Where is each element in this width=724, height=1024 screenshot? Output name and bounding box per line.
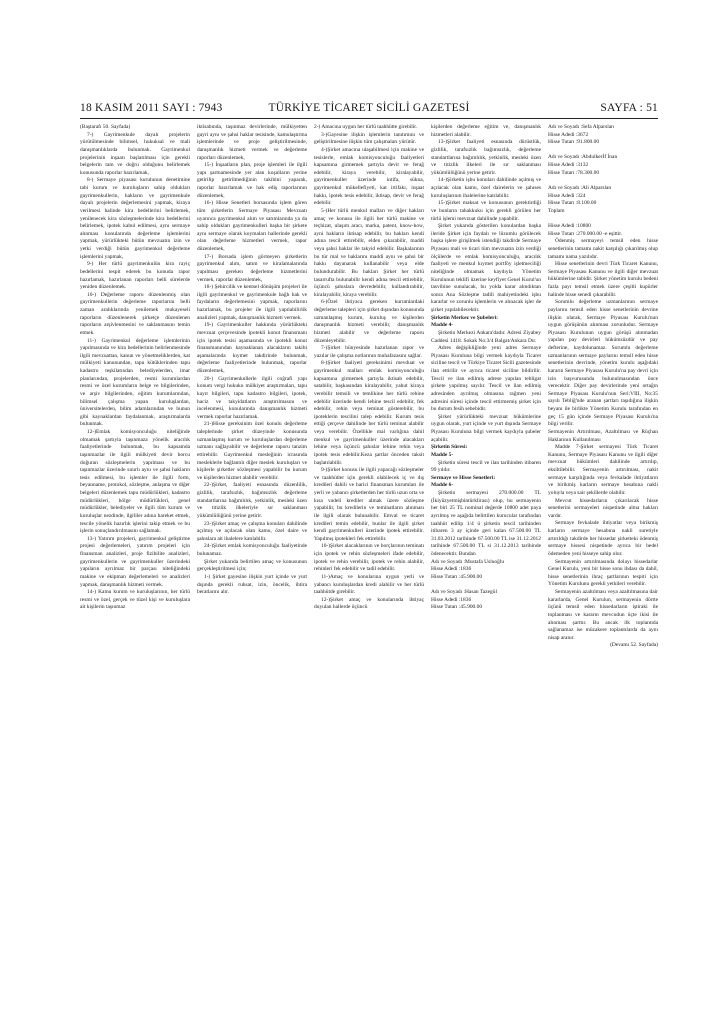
paragraph: 3-)Gayesine ilişkin işlemlerin tanıtımını ve geliştirilmesine ilişkin tüm çalışmaları yürütür. — [314, 131, 424, 146]
paragraph: 11-)Amaç ve konularına uygun yerli ve yabancı kuruluşlardan kredi alabilir ve her türlü taahhütde girebilir. — [314, 573, 424, 596]
page-number: SAYFA : 51 — [600, 102, 658, 114]
paragraph: 14-) Kamu kurum ve kuruluşlarının, her türlü resmi ve özel, gerçek ve tüzel kişi ve kuruluşlara ait kişilerin taşınmaz — [80, 589, 190, 611]
spacer — [431, 582, 541, 590]
paragraph: 9-)Şirket konusu ile ilgili yapacağı sözleşmeler ve taahhütler için gerekli olabilecek iç ve dış kredileri dahili ve harici finansman kurumları ile yerli ve yabancı şirketlerden her türlü uzun orta ve kısa vadeli krediler almak üzere sözleşme yapabilir, bu kredilerin ve teminatların alınması ile ilgili olarak bulunabilir. Emval ve ticaret kredileri temin edebilir, bunlar ile ilgili şirket kendi gayrimenkulleri üzerinde ipotek ettirebilir. Yapılmış ipotekleri fek ettirebilir. — [314, 467, 424, 542]
paragraph: 8-)Şirket faaliyeti gereksinimi mevduat ve gayrimenkul malları emlak komisyonculuğu kapsamına girmemek şartıyla iktisab edebilir, satabilir, başkasından kiralayabilir, yahut kiraya verebilir temsili ve temlikine her türlü rehine edebilir üzerinde kendi lehine tescil edebilir, fek edebilir, rehin veya teminat gösterebilir, bu ipoteklerin tescilini talep edebilir. Kurum tesis ettiği çerçeve dahilinde her türlü teminat alabilir veya verebilir. Özellikle mal varlığına dahil menkul ve gayrimenkuller üzerinde alacakları lehine veya üçüncü şahıslar lehine rehin veya ipotek tesis edebilir.Keza şartlar önceden taksit başlatılabilir. — [314, 360, 424, 466]
paragraph: (Baştarafı 50. Sayfada) — [80, 124, 131, 130]
paragraph: 14-)Şirketin işbu konuları dahilinde açılmış ve açılacak olan kamu, özel dairelerin ve şahıses kuruluşlarının ihalelerine katılabilir. — [431, 177, 541, 199]
spacer — [548, 177, 658, 185]
paragraph: Adı ve Soyadı :Sefa Alparslan — [548, 124, 614, 130]
spacer — [548, 215, 658, 223]
paragraph: Hisse Tutarı :45.900.00 — [431, 604, 483, 611]
paragraph: Sermaye fevkalade ihtiyatlar veya birikmiş karların sermaye hesabına nakli suretiyle artırıldığı takdirde her hissedar şirketteki ödenmiş sermaye hissesi nispetinde ayrıca bir bedel ödemeden yeni hisseye sahip olur. — [548, 520, 658, 557]
paragraph: kişilerden değerleme eğitim ve, danışmanlık hizmetleri alabilir. — [431, 124, 541, 138]
paragraph: Ödenmiş sermayeyi temsil eden hisse senetlerinin tamamı nakit karşılığı çıkarılmış olup tamamı nama yazılıdır. — [548, 238, 658, 260]
section-heading: Madde 5- — [431, 451, 454, 458]
paragraph: Mevcut hissedarların çıkarılacak hisse senetlerini sermayeleri nispetinde alma hakları vardır. — [548, 497, 658, 519]
text-column-4 — [431, 124, 541, 1004]
paragraph: Şirket yukarıda gösterilen konulardan başka ileride Şirket için faydalı ve lüzumlu görülecek başka işlere girişilmek istendiği takdirde Sermaye Piyasası mali ve ticari tüm mevzuatın izin verdiği ölçülerde ve emlak komisyonculuğu, aracılık faaliyeti ve menkul kıymet portföy işletmeciliği niteliğinde olmamak kaydıyla Yönetim Kurulunun teklifi üzerine keyfiyet Genel Kurul'un tasvibine sunulacak, bu yolda karar alındıktan sonra Ana Sözleşme tadili mahiyetindeki işbu kararlar ve zorunlu işlemlerin ve alınacak işler de şirket yapılabilecektir. — [431, 223, 541, 313]
paragraph: 5-)Her türlü menkul malları ve diğer hakları amaç ve konusu ile ilgili her türlü makine ve teçhizat, ulaşım aracı, marka, patent, know-how, ayni hakların iktisap edebilir, bu hakları kendi adına tescil ettirebilir, elden çıkarabilir, maddi veya şahsi haklar ile takyid edebilir. Başkalarının bu tür mal ve haklarını maddi aynı ve şahsi bir hakkı dayanarak kullanabilir veya elde bulundurabilir. Bu hakları Şirket her türlü tasarrufta bulunabilir kendi adına tescil ettirebilir, üçüncü şahıslara devredebilir, kullandırabilir, kiralayabilir, kiraya verebilir. — [314, 207, 424, 298]
paragraph: Adı ve Soyadı :Mustafa Usluoğlu — [431, 558, 505, 565]
paragraph: 11-) Gayrimenkul değerleme işlemlerinin yapılmasında ve kira bedellerinin belirlenmesinde ilgili mevzuattan, kanun ve yönetmeliklerden, kat mülkiyeti kanunundan, tapu kütüklerinden tapu kadastro teşkilatından belediyelerden, imar planlarından, projelerden, resmi kurumlardan resmi ve özel kurumların belge ve bilgilerinden, ve arşiv bilgilerinden, eğitim kurumlarından, bilimsel çalışma yapan kuruluşlardan, üniversitelerden, bilim adamlarından ve bunun gibi kaynaklardan faydalanmak, araştırmalarda bulunmak. — [80, 337, 190, 428]
paragraph: Adı ve Soyadı :Hasan Tazegül — [431, 589, 497, 596]
issue-date-number: 18 KASIM 2011 SAYI : 7943 — [80, 102, 223, 114]
section-heading: Madde 6- — [431, 482, 454, 489]
paragraph: Sermayenin Artırılması, Azaltılması ve Rüçhan Haklarının Kullanılması — [548, 428, 658, 443]
paragraph: iktisabında, taşınmaz devirlerinde, mülkiyetten gayri aynı ve şahsi haklar tesisinde, kamulaştırma işlemlerinde ve proje geliştirilmesinde, danışmanlık hizmeti vermek ve değerleme raporları düzenlemek, — [197, 124, 307, 161]
paragraph: 10-) Değerleme raporu düzenlenmiş olan gayrimenkullerin değerleme raporlarını belli zaman aralıklarında yenilemek mukayeseli raporların düzenlenerek şirketçe düzenlenen raporların arşivlenmesini ve saklanmasını temin etmek. — [80, 291, 190, 336]
paragraph: (Devamı 52. Sayfada) — [610, 642, 658, 649]
gazette-title: TÜRKİYE TİCARET SİCİLİ GAZETESİ — [268, 102, 470, 114]
paragraph: 7-) Gayrimenkule dayalı projelerin yürütülmesinde bilimsel, hukuksal ve mali danışmanlıklarda bulunmak. Gayrimenkul projelerinin inşaatı başlatılması için gerekli belgelerin tam ve doğru olduğunu belirlemek konusunda raporlar hazırlamak, — [80, 131, 190, 176]
header-rule — [80, 118, 658, 119]
paragraph: 12-)Emlak komisyonculuğu niteliğinde olmamak şartıyla taşınmaza yönelik aracılık faaliyetlerinde bulunmak, bu kapsamda taşınmazlar ile ilgili mülkiyeti devir borcu doğuran sözleşmelerin yapılması ve bu taşınmazlar üzerinde sınırlı aynı ve şahsi hakların tesis edilmesi, bu işlemler ile ilgili form, beyanname, protokol, sözleşme, anlaşma ve diğer belgeleri düzenlemek tapu müdürlükleri, kadastro müdürlükleri, bölge müdürlükleri, genel müdürlükler, belediyeler ve ilgili tüm kurum ve kuruluşlar nezdinde, ilgililer adına hareket etmek, tescile yönelik hazırlık işlerini takip etmek ve bu işlerin sonuçlandırılmasını sağlamak. — [80, 429, 190, 535]
paragraph: Şirketin süresi tescil ve ilan tarihinden itibaren 99 yıldır. — [431, 459, 541, 474]
paragraph: 24-)Şirket emlak komisyonculuğu faaliyetinde bulunamaz. — [197, 543, 307, 557]
paragraph: 7-)Şirket bünyesinde hazırlanan rapor ve yazılar ile çalışma notlarının muhafazasını sağlar. — [314, 345, 424, 359]
paragraph: Hisse Tutarı :78.300.00 — [548, 169, 600, 176]
paragraph: 9-) Her türlü gayrimenkulün kira rayiç bedellerini tespit ederek bu konuda rapor hazırlamak, hazırlanan raporları belli sürelerde yeniden düzenlemek. — [80, 261, 190, 291]
text-column-3 — [314, 124, 424, 1004]
paragraph: Adres değişikliğinde yeni adres Sermaye Piyasası Kuruluna bilgi vermek kaydıyla Ticaret siciline tescil ve Türkiye Ticaret Sicili gazetesinde ilan ettirilir ve ayrıca ticaret siciline bildirilir. Tescil ve ilan edilmiş adrese yapılan tebligat şirkete yapılmış sayılır. Tescil ve ilan edilmiş adresinden ayrılmış olmasına rağmen yeni adresini süresi içinde tescil ettirmemiş şirket için bu durum fesih sebebidir. — [431, 345, 541, 413]
paragraph: 18-) Şehircilik ve kentsel dönüşüm projeleri ile ilgili gayrimenkul ve gayrimenkule bağlı hak ve faydaların değerlemesini yapmak, raporlarını hazırlamak, bu projeler ile ilgili yapılabilirlik analizleri yapmak, danışmanlık hizmeti vermek. — [197, 284, 307, 321]
paragraph: Hisse Adedi :10800 — [548, 223, 591, 230]
paragraph: 15-)Şirket maksat ve konusunun gerektirdiği ve bunların tahakkuku için gerekli görülen her türlü işlemi mevzuat dahilinde yapabilir. — [431, 200, 541, 222]
paragraph: 19-) Gayrimenkuller hakkında yürürlükteki mevzuat çerçevesinde ipotekli konut finansmanı için ipotek tesisi aşamasında ve ipotekli konut finansmanından kaynaklanan alacakların takibi aşamalarında kıymet takdirinde bulunmak, değerleme faaliyetlerinde bulunmak, raporlar düzenlemek, — [197, 322, 307, 374]
section-heading: Sermaye ve Hisse Senetleri: — [431, 474, 496, 481]
section-heading: Şirketin Süresi: — [431, 444, 468, 451]
paragraph: 20-) Gayrimenkullerle ilgili coğrafi yapı konum vergi hukuku mülkiyet araştırmaları, tapu kayıt bilgileri, tapu kadastro bilgileri, ipotek, haciz ve takyidatların araştırılmasını ve incelenmesi, konularında danışmanlık hizmeti vermek raporlar hazırlamak. — [197, 375, 307, 420]
paragraph: Hisse Adedi :1836 — [431, 596, 472, 603]
paragraph: Sermayenin azaltılması veya azaltılmasına dair kararlarda, Genel Kurulun, sermayenin dörtte üçünü temsil eden hissedarların iştiraki ile toplanması ve kararın mevcudun üçte ikisi ile alınması şarttır. Bu ancak ilk toplantıda sağlanamaz ise müzakere toplantılarda da aynı nisap aranır. — [548, 589, 658, 641]
paragraph: Hisse Adedi :3132 — [548, 162, 589, 169]
paragraph: Hisse Adedi :324 — [548, 192, 586, 199]
paragraph: 4-)Şirket amacına ulaşabilmesi için makine ve tesislerle, emlak komisyonculuğu faaliyetleri kapsamına girmemek şartıyla devir ve ferağ edebilir, kiraya verebilir, kiralayabilir, gayrimenkuller üzerinde intifa, sükna, gayrimenkul mükellefiyeti, kat irtifakı, inşaat hakkı, ipotek tesis edebilir, iktisap, devir ve ferağ edebilir. — [314, 146, 424, 207]
text-column-5 — [548, 124, 658, 1004]
paragraph: 16-) Hisse Senetleri borsasında işlem gören tüm şirketlerin Sermaye Piyasası Mevzuatı uyarınca gayrimenkul alım ve satımlarında ya da sahip oldukları gayrimenkulleri başka bir şirkete aynı sermaye olarak koymaları hallerinde gerekli olan değerleme hizmetleri vermek, rapor düzenlemek, — [197, 200, 307, 252]
paragraph: 22-)Şirket, faaliyeti esnasında düzenlilik, gizlilik, tarafsızlık, bağımsızlık değerleme standartlarına bağımlılık, yetkinlik, mesleki özen ve titizlik ilkeleriyle sır saklanması yükümlülüğünü yerine getirir. — [197, 482, 307, 519]
paragraph: Toplam — [548, 207, 565, 214]
paragraph: Sermayenin artırılmasında dolayı hissedarlar Genel Kurulu, yeni bir hisse sonu ihdası da dahil, hisse senetlerinin ihraç şartlarının tespiti için Yönetim Kurulunu gerekli yetkileri verebilir. — [548, 558, 658, 588]
paragraph: 13-)Şirket faaliyeti esnasında dürüstlük, gizlilik, tarafsızlık bağımsızlık, değerleme standartlarına bağımlılık, yetkinlik, mesleki özen ve titizlik ilkeleri ile sır saklanması yükümlülüğünü yerine getirir. — [431, 139, 541, 176]
paragraph: Hisse Tutarı :45.900.00 — [431, 573, 483, 580]
page-header — [80, 102, 658, 118]
paragraph: Madde 7-Şirket sermayesi Türk Ticaret Kanunu, Sermaye Piyasası Kanunu ve ilgili diğer mevzuat hükümleri dahilinde artırılıp, eksiltilebilir. Sermayenin artırılması, nakit sermaye karşılığında veya fevkalade ihtiyatların ve birikmiş karların sermaye hesabına nakli yoluyla veya sair şekillerde olabilir. — [548, 444, 658, 496]
paragraph: Hisse Tutarı :270.000.00 -e eşittir. — [548, 230, 623, 237]
paragraph: Şirket yukarıda belirtilen amaç ve konusunun gerçekleştirilmesi için; — [197, 558, 307, 573]
paragraph: Hisse Tutarı :91.800.00 — [548, 139, 600, 146]
paragraph: Şirketin sermayesi 270.000.00 TL (İkiyüzyetmişbintürklirası) olup, bu sermayenin her biri 25 TL nominal değerde 10800 adet paya ayrılmış ve aşağıda belirtilen kurucular tarafından taahhüt edilip 1/4 ü şirketin tescil tarihinden itibaren 3 ay içinde geri kalan 67.500.00 TL 31.03.2012 tarihinde 67.500.00 TL ise 31.12.2012 tarihinde 67.500.00 TL si 31.12.2013 tarihinde ödenecektir. Bundan — [431, 490, 541, 557]
paragraph: Hisse Tutarı :8.100.00 — [548, 200, 597, 207]
paragraph: 2-) Amacına uygun her türlü taahhütte girebilir. — [314, 124, 418, 130]
paragraph: Sorumlu değerleme uzmanlarının sermaye paylarını temsil eden hisse senetlerinin devrine ilişkin olarak, Sermaye Piyasası Kurulu'nun uygun görüşünün alınması zorunludur. Sermaye Piyasası Kurulunun uygun görüşü alınmadan yapılan pay devirleri hükümsüzdür ve pay defterine, kaydolunamaz. Sorumlu değerleme uzmanlarının sermaye paylarını temsil eden hisse senetlerinin devrinde, yönetim kurulu aşağıdaki kararın Sermaye Piyasası Kurulu'na pay devri için izin başvurusunda bulunulmasından önce verecektir. Diğer pay devirlerinde yeni ortağın Sermaye Piyasası Kurulu'nun Seri:VIII, No:35 sayılı Tebliğ'nde aranan şartları taşıdığına ilişkin beyanı ile birlikte Yönetim Kurulu tarafından en geç 15 gün içinde Sermaye Piyasası Kurulu'na bilgi verilir. — [548, 299, 658, 428]
paragraph: 17-) Borsada işlem görmeyen şirketlerin gayrimenkul alım, satım ve kiralamalarında yapılması gereken değerleme hizmetlerini vermek, raporlar düzenlemek, — [197, 253, 307, 283]
article-body — [80, 124, 658, 1004]
paragraph: Hisse senetlerinin devri Türk Ticaret Kanunu, Sermaye Piyasası Kanunu ve ilgili diğer mevzuat hükümlerine tabidir. Şirket yönetim kurulu bedeni fazla payı temsil etmek üzere çeşitli kupürler halinde hisse senedi çıkarabilir. — [548, 261, 658, 298]
section-heading: Madde 4- — [431, 322, 454, 329]
paragraph: 6-)Özel ihtiyaca gereken kurumlardaki değerleme talepleri için şirket dışından konusunda uzmanlaşmış kurum, kuruluş ve kişilerden danışmanlık hizmeti verebilir, danışmanlık hizmeti alabilir ve değerleme raporu düzenleyebilir. — [314, 299, 424, 344]
paragraph: Şirket yürürlükteki mevzuat hükümlerine uygun olarak, yurt içinde ve yurt dışında Sermaye Piyasası Kuruluna bilgi vermek kaydıyla şubeler açabilir. — [431, 413, 541, 443]
paragraph: 12-)Şirket amaç ve konularında ihtiyaç duyulan hallerde üçüncü — [314, 596, 424, 611]
paragraph: 15-) İnşaatların plan, proje işlemleri ile ilgili yapı şartnamesinde yer alan koşulların yerine getirilip getirilmediğinin takibini yaparak, raporlar hazırlamak ve hak ediş raporlarının düzenlemek, — [197, 162, 307, 199]
text-column-2 — [197, 124, 307, 1004]
paragraph: 8-) Sermaye piyasası kurulunun denetimine tabi kurum ve kuruluşların sahip oldukları gayrimenkullerin, hakların ve gayrimenkule dayalı projelerin değerlemesini yapmak, kiraya verilmesi halinde kira bedellerini belirlemek, yenilenecek kira sözleşmelerinde kira bedellerini belirlemek, ipotek kabul edilmesi, aynı sermaye alınması konularında değerleme işlemlerini yapmak, yürürlükteki bütün mevzuatın izin ve yetki verdiği bütün gayrimenkul değerleme işlemlerini yapmak, — [80, 177, 190, 260]
paragraph: 23-)Şirket amaç ve çalışma konuları dahilinde açılmış ve açılacak olan kamu, özel daire ve şahıslara ait ihalelere katılabilir. — [197, 520, 307, 542]
section-heading: Şirketin Merkez ve Şubeleri: — [431, 314, 498, 321]
paragraph: 13-) Yatırım projeleri, gayrimenkul geliştirme projesi değerlemeleri, yatırım projeleri için finansman analizleri, proje fizibilite analizleri, gayrimenkullerin ve gayrimenkuller üzerindeki yapıların ayrılmaz bir parçası niteliğindeki makine ve ekipman değerlemeleri ve analizleri yapmak, danışmanlık hizmeti vermek. — [80, 535, 190, 588]
paragraph: Adı ve Soyadı :Ali Alparslan — [548, 184, 612, 191]
paragraph: 10-)Şirket alacaklarının ve borçlarının teminatı için ipotek ve rehin sözleşmeleri ifade edebilir, ipotek ve rehin verebilir, ipotek ve rehin alabilir, rehinleri fek edebilir ve tadil edebilir. — [314, 543, 424, 573]
paragraph: 1-) Şirket gayesine ilişkin yurt içinde ve yurt dışında gerekli ruhsat, izin, öncelik, ihtira beratlarını alır. — [197, 573, 307, 596]
paragraph: Şirketin Merkezi Ankara'dadır. Adresi Ziyabey Caddesi 1418. Sokak No:3/4 Balgat/Ankara Dır. — [431, 329, 541, 344]
paragraph: Hisse Adedi :3672 — [548, 131, 589, 138]
text-column-1 — [80, 124, 190, 1004]
paragraph: 21-)Hisse gereksinim özel konulu değerleme taleplerinde şirket düzeyinde konusunda uzmanlaşmış kurum ve kuruluşlardan değerleme uzmanı sağlayabilir ve değerleme raporu tanzim ettirebilir. Gayrimenkul mesleğinin icrasında mesleklerle bağlantılı diğer meslek kuruluşları ve kişilerle şirketler sözleşmesi yapabilir bu kurum ve kişilerden hizmet alabilir verebilir. — [197, 421, 307, 481]
paragraph: Adı ve Soyadı :Abdulkerİf İnan — [548, 154, 618, 161]
paragraph: Hisse Adedi :1836 — [431, 566, 472, 573]
